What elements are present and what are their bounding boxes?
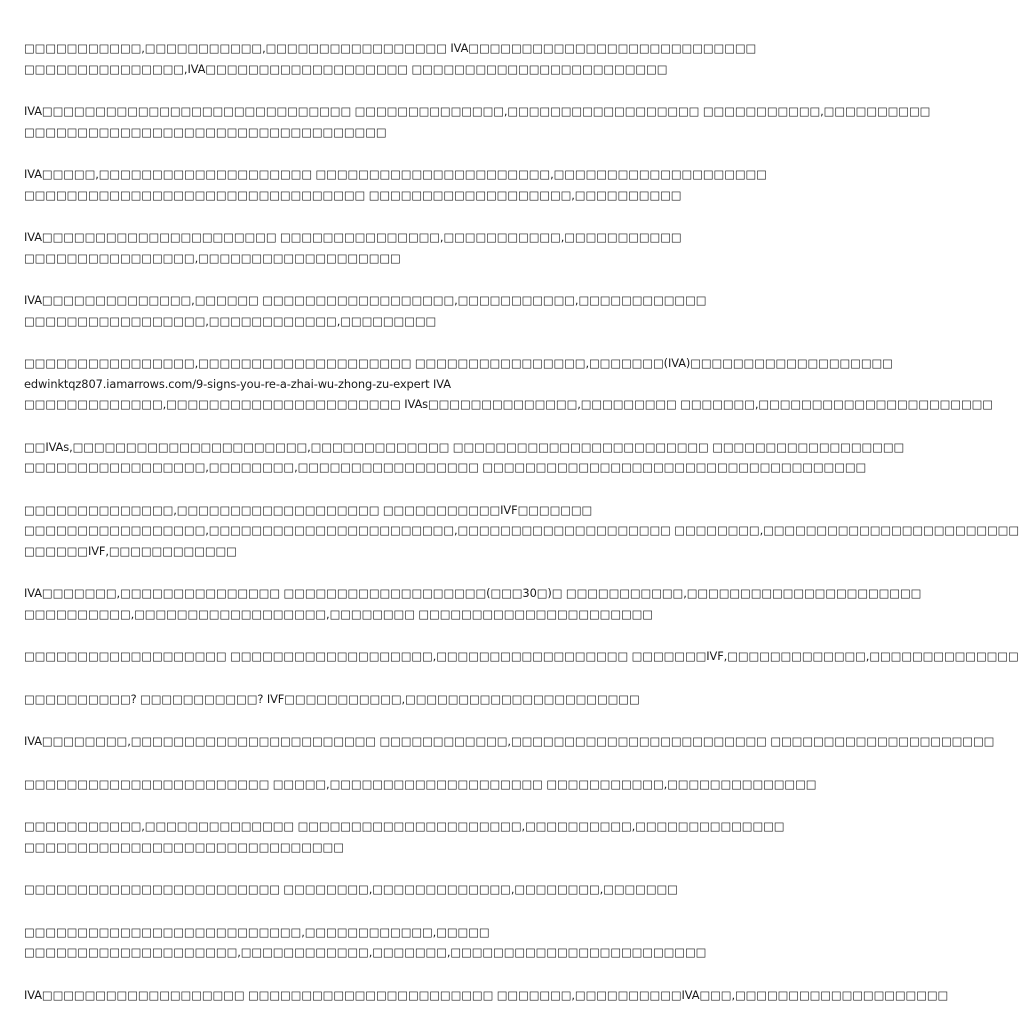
text-line: □□IVAs,□□□□□□□□□□□□□□□□□□□□□□,□□□□□□□□□□□□□ □□□□□□□□□□□□□□□□□□□□□□□□ □□□□□□□□□□□□□□□□□□: [24, 439, 905, 454]
text-line: □□□□□□□□□□□□□□□□□□□□,□□□□□□□□□□□□,□□□□□□□,□□□□□□□□□□□□□□□□□□□□□□□□: [24, 945, 707, 959]
text-line: □□□□□□□□□□,□□□□□□□□□□□□□□□□□□,□□□□□□□□ □□□□□□□□□□□□□□□□□□□□□□: [24, 606, 653, 621]
text-line: □□□□□□□□□□□□□□□□□□□□□□□□□□,□□□□□□□□□□□□,□□□□□: [24, 924, 490, 939]
text-line: □□□□□□□□□□□□□□□□□□□□□□□□ □□□□□□□□,□□□□□□□□□□□□□,□□□□□□□□,□□□□□□□: [24, 882, 678, 896]
paragraph-12: [24, 731, 995, 752]
text-line: □□□□□□□□□□□□□□□□□,□□□□□□□□,□□□□□□□□□□□□□□□□□ □□□□□□□□□□□□□□□□□□□□□□□□□□□□□□□□□□□□: [24, 460, 867, 474]
text-line: IVA□□□□□□□,□□□□□□□□□□□□□□□ □□□□□□□□□□□□□□□□□□□(□□□30□)□ □□□□□□□□□□□,□□□□□□□□□□□□□□□□□□□□□□: [24, 586, 922, 600]
paragraph-17: [24, 985, 949, 1006]
text-line: □□□□□□□□□□□□□□□□□□□□□□□□□□□□□□□□ □□□□□□□□□□□□□□□□□□□,□□□□□□□□□□: [24, 187, 682, 202]
text-line: □□□□□□□□□□□□□□□□□□□□□□□ □□□□□,□□□□□□□□□□□□□□□□□□□□ □□□□□□□□□□□,□□□□□□□□□□□□□□: [24, 776, 817, 791]
text-line: □□□□□□□□□□□□□□□□□□□ □□□□□□□□□□□□□□□□□□□,□□□□□□□□□□□□□□□□□□ □□□□□□□IVF,□□□□□□□□□□□□□,□□□□□□□□□□□□□□: [24, 649, 1019, 663]
text-line: □□□□□□□□□□□□□□□□□,□□□□□□□□□□□□,□□□□□□□□□: [24, 313, 437, 328]
text-line: □□□□□□□□□□□□□□□□□□□□□□□□□□□□□□□□□□: [24, 124, 387, 139]
text-line: IVA□□□□□,□□□□□□□□□□□□□□□□□□□□ □□□□□□□□□□□□□□□□□□□□□□,□□□□□□□□□□□□□□□□□□□□: [24, 167, 767, 181]
paragraph-15: [24, 879, 696, 900]
text-line: IVA□□□□□□□□□□□□□□□□□□□□□□□□□□□□□ □□□□□□□□□□□□□□,□□□□□□□□□□□□□□□□□□ □□□□□□□□□□□,□□□□□□□□□□: [24, 104, 931, 118]
paragraph-4: [24, 227, 696, 268]
paragraph-8: [24, 500, 1019, 562]
text-line: □□□□□□□□□□□,□□□□□□□□□□□,□□□□□□□□□□□□□□□□□ IVA□□□□□□□□□□□□□□□□□□□□□□□□□□□: [24, 41, 757, 55]
paragraph-2: [24, 101, 931, 142]
paragraph-11: [24, 689, 696, 710]
text-line: □□□□□□□□□□□□□□□□□□□□□□□□□□□□□□: [24, 839, 344, 854]
paragraph-1: [24, 38, 757, 79]
text-line: □□□□□□□□□□? □□□□□□□□□□□? IVF□□□□□□□□□□□,□□□□□□□□□□□□□□□□□□□□□□: [24, 691, 640, 706]
text-line: □□□□□□□□□□□□□□,□□□□□□□□□□□□□□□□□□□ □□□□□□□□□□□IVF□□□□□□□: [24, 502, 593, 517]
paragraph-6: [24, 353, 993, 415]
text-line: □□□□□□□□□□□,□□□□□□□□□□□□□□ □□□□□□□□□□□□□□□□□□□□□,□□□□□□□□□□,□□□□□□□□□□□□□□: [24, 819, 785, 833]
text-line: □□□□□□□□□□□□□□□□□,□□□□□□□□□□□□□□□□□□□□□□□,□□□□□□□□□□□□□□□□□□□□ □□□□□□□□,□□□□□□□□□□□□□□□□□□□□□□□□: [24, 523, 1019, 537]
text-line: IVA□□□□□□□□□□□□□□□□□□□□□□ □□□□□□□□□□□□□□□,□□□□□□□□□□□,□□□□□□□□□□□: [24, 230, 682, 244]
text-line: IVA□□□□□□□□,□□□□□□□□□□□□□□□□□□□□□□□ □□□□□□□□□□□□,□□□□□□□□□□□□□□□□□□□□□□□□ □□□□□□□□□□□□□□□□□□□□□: [24, 734, 995, 748]
paragraph-13: [24, 774, 817, 795]
text-line: □□□□□□□□□□□□□,□□□□□□□□□□□□□□□□□□□□□□ IVAs□□□□□□□□□□□□□□,□□□□□□□□□ □□□□□□□,□□□□□□□□□□□□□□□□□□□□□□: [24, 397, 993, 411]
link-text-line: edwinktqz807.iamarrows.com/9-signs-you-re-a-zhai-wu-zhong-zu-expert IVA: [24, 376, 451, 391]
text-line: IVA□□□□□□□□□□□□□□□□□□□ □□□□□□□□□□□□□□□□□□□□□□□ □□□□□□□,□□□□□□□□□□IVA□□□,□□□□□□□□□□□□□□□□□□□□: [24, 987, 949, 1002]
paragraph-9: [24, 583, 922, 624]
text-line: □□□□□□□□□□□□□□□,IVA□□□□□□□□□□□□□□□□□□□ □□□□□□□□□□□□□□□□□□□□□□□□: [24, 61, 668, 76]
document-page: [24, 38, 1019, 1027]
paragraph-14: [24, 816, 785, 857]
text-line: □□□□□□IVF,□□□□□□□□□□□□: [24, 543, 237, 558]
paragraph-7: [24, 437, 905, 478]
text-line: IVA□□□□□□□□□□□□□□,□□□□□□ □□□□□□□□□□□□□□□□□□,□□□□□□□□□□□,□□□□□□□□□□□□: [24, 293, 707, 307]
text-line: □□□□□□□□□□□□□□□□,□□□□□□□□□□□□□□□□□□□: [24, 250, 401, 265]
paragraph-16: [24, 922, 707, 963]
text-line: □□□□□□□□□□□□□□□□,□□□□□□□□□□□□□□□□□□□□ □□□□□□□□□□□□□□□□,□□□□□□□(IVA)□□□□□□□□□□□□□□□□□□□: [24, 356, 893, 370]
paragraph-3: [24, 164, 767, 205]
paragraph-10: [24, 646, 1019, 667]
paragraph-5: [24, 290, 707, 331]
